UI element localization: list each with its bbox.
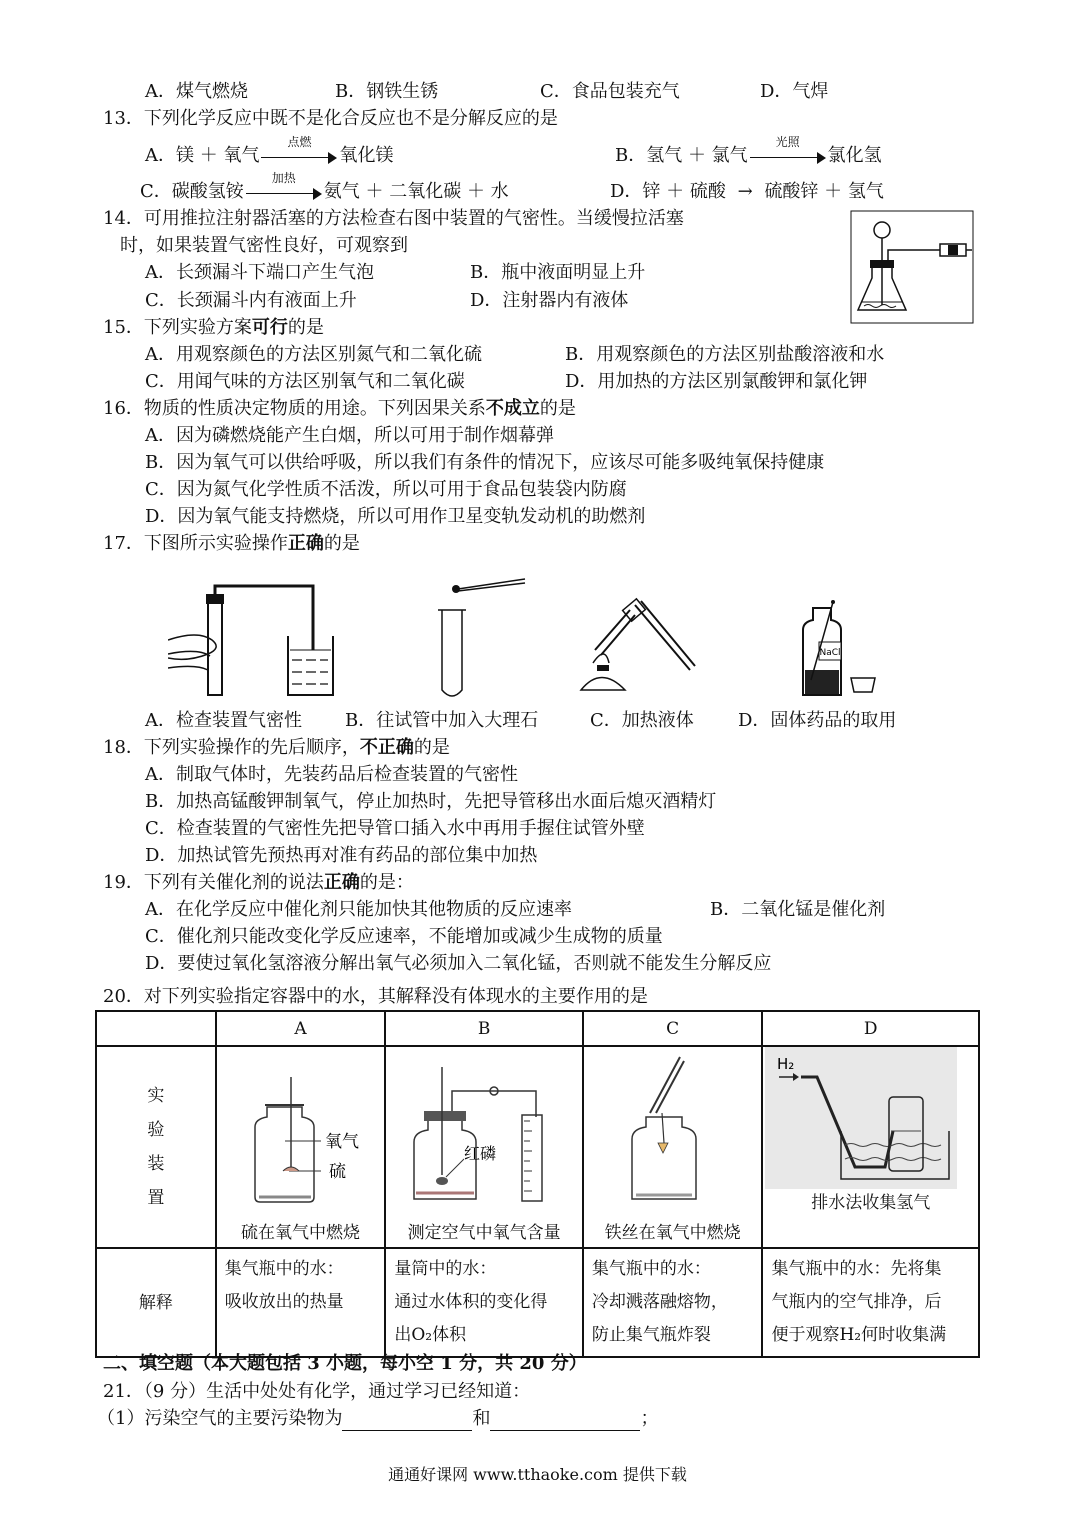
label-char: 验 [147,1120,165,1140]
q15-stem [103,316,324,340]
q18-stem-end: 的是 [413,737,450,758]
label-char: 装 [147,1154,165,1174]
explanation-line: 集气瓶中的水： [591,1259,711,1279]
flask-syringe-apparatus-diagram [850,210,975,325]
q20-cell-d-apparatus [762,1046,979,1248]
q13-d-reactants: D．锌 ＋ 硫酸 [610,181,726,202]
q14-option-a: A．长颈漏斗下端口产生气泡 [145,262,374,283]
q12-option-a: A．煤气燃烧 [145,81,248,102]
q18-stem-emphasis: 不正确 [359,737,414,758]
q20-header-d: D [762,1011,979,1046]
solid-reagent-illustration [795,600,905,700]
q15-option-c: C．用闻气味的方法区别氧气和二氧化碳 [145,371,465,392]
q21-sub1 [97,1407,658,1431]
q20-explanation-c [583,1248,763,1357]
q16-option-b: B．因为氧气可以供给呼吸，所以我们有条件的情况下，应该尽可能多吸纯氧保持健康 [145,452,825,473]
q12-option-d: D．气焊 [760,81,829,102]
q19-stem-emphasis: 正确 [323,872,360,893]
label-char: 置 [147,1188,165,1208]
reaction-arrow-icon [246,171,322,199]
q15-stem-end: 的是 [287,317,324,338]
page-footer: 通通好课网 www.tthaoke.com 提供下载 [388,1465,687,1484]
q17-option-b: B．往试管中加入大理石 [345,710,539,731]
hydrogen-label: H₂ [777,1055,795,1073]
q16-option-c: C．因为氮气化学性质不活泼，所以可用于食品包装袋内防腐 [145,479,627,500]
iron-wire-combustion-diagram [584,1047,764,1217]
q20-cell-b-apparatus [385,1046,583,1248]
answer-blank[interactable] [490,1410,640,1431]
q20-caption-d: 排水法收集氢气 [811,1193,931,1213]
explanation-line: 吸收放出的热量 [224,1292,344,1312]
q14-option-b: B．瓶中液面明显上升 [470,262,646,283]
q18-stem [103,736,450,760]
nacl-label: NaCl [819,648,841,658]
oxygen-label: 氧气 [324,1132,359,1152]
sulfur-label: 硫 [328,1162,346,1182]
explanation-line: 便于观察H₂何时收集满 [771,1325,947,1345]
q21-sub1-text: （1）污染空气的主要污染物为 [97,1408,343,1429]
q13-d-arrow: → [737,181,753,202]
q13-b-reactants: B．氢气 ＋ 氯气 [615,145,748,166]
q18-stem-text: 18．下列实验操作的先后顺序， [103,737,360,758]
q13-a-reactants: A．镁 ＋ 氧气 [145,145,260,166]
oxygen-content-diagram [386,1047,584,1217]
label-char: 实 [147,1086,165,1106]
q18-option-d: D．加热试管先预热再对准有药品的部位集中加热 [145,845,538,866]
test-tube-tweezers-illustration [430,575,530,700]
q12-option-c: C．食品包装充气 [540,81,680,102]
q19-stem-text: 19．下列有关催化剂的说法 [103,872,324,893]
explanation-line: 集气瓶中的水：先将集 [771,1259,942,1279]
q20-caption-c: 铁丝在氧气中燃烧 [604,1223,741,1243]
reaction-arrow-icon [261,135,337,163]
explanation-line: 出O₂体积 [394,1325,467,1345]
q13-stem: 13．下列化学反应中既不是化合反应也不是分解反应的是 [103,108,558,129]
q19-option-d: D．要使过氧化氢溶液分解出氧气必须加入二氧化锰，否则就不能发生分解反应 [145,953,772,974]
q20-caption-a: 硫在氧气中燃烧 [241,1223,360,1243]
q13-a-condition: 点燃 [287,135,312,149]
q20-header-b: B [385,1011,583,1046]
q20-cell-c-apparatus [583,1046,763,1248]
q15-option-d: D．用加热的方法区别氯酸钾和氯化钾 [565,371,868,392]
q13-c-condition: 加热 [271,171,296,185]
q17-stem-end: 的是 [323,533,360,554]
q17-option-d: D．固体药品的取用 [738,710,897,731]
q14-option-d: D．注射器内有液体 [470,290,629,311]
q17-stem [103,532,360,556]
q18-option-c: C．检查装置的气密性先把导管口插入水中再用手握住试管外壁 [145,818,645,839]
explanation-line: 冷却溅落融熔物， [591,1292,728,1312]
reaction-arrow-icon [750,135,826,163]
q18-option-b: B．加热高锰酸钾制氧气，停止加热时，先把导管移出水面后熄灭酒精灯 [145,791,717,812]
q19-stem [103,871,414,895]
q21-stem: 21．（9 分）生活中处处有化学，通过学习已经知道： [103,1381,531,1402]
q16-stem-end: 的是 [539,398,576,419]
red-phosphorus-label: 红磷 [464,1144,497,1163]
q20-stem: 20．对下列实验指定容器中的水，其解释没有体现水的主要作用的是 [103,986,648,1007]
q20-caption-b: 测定空气中氧气含量 [407,1223,561,1243]
answer-blank[interactable] [342,1410,472,1431]
hydrogen-collection-diagram [765,1047,957,1189]
q13-b-products: 氯化氢 [827,145,882,166]
q17-stem-emphasis: 正确 [287,533,324,554]
q13-c-reactants: C．碳酸氢铵 [140,181,244,202]
q20-header-row [96,1011,979,1046]
q14-stem-line2: 时，如果装置气密性良好，可观察到 [120,235,408,256]
q20-explanation-a [216,1248,386,1357]
q15-option-b: B．用观察颜色的方法区别盐酸溶液和水 [565,344,885,365]
q20-row-label-apparatus [96,1046,216,1248]
q17-option-c: C．加热液体 [590,710,694,731]
q20-cell-a-apparatus [216,1046,386,1248]
q19-option-a: A．在化学反应中催化剂只能加快其他物质的反应速率 [145,899,572,920]
q20-row-label-explanation: 解释 [96,1248,216,1357]
q12-option-b: B．钢铁生锈 [335,81,439,102]
q20-header-c: C [583,1011,763,1046]
q20-explanation-d [762,1248,979,1357]
q15-stem-emphasis: 可行 [251,317,288,338]
heating-liquid-illustration [575,595,705,700]
q16-option-d: D．因为氧气能支持燃烧，所以可用作卫星变轨发动机的助燃剂 [145,506,646,527]
q13-option-d [610,180,884,204]
q18-option-a: A．制取气体时，先装药品后检查装置的气密性 [145,764,518,785]
q20-table [95,1010,980,1358]
explanation-line: 量筒中的水： [394,1259,497,1279]
q14-option-c: C．长颈漏斗内有液面上升 [145,290,357,311]
q21-sub1-and: 和 [472,1408,491,1429]
q13-a-products: 氧化镁 [339,145,394,166]
q20-explanation-b [385,1248,583,1357]
q13-option-b [615,135,882,168]
q21-sub1-end: ； [640,1408,659,1429]
q14-stem-line1: 14．可用推拉注射器活塞的方法检查右图中装置的气密性。当缓慢拉活塞 [103,208,684,229]
q17-option-a: A．检查装置气密性 [145,710,302,731]
q16-stem-emphasis: 不成立 [485,398,540,419]
q20-explanation-row [96,1248,979,1357]
explanation-line: 气瓶内的空气排净，后 [771,1292,942,1312]
airtightness-check-illustration [168,580,343,700]
q13-option-a [145,135,394,168]
sulfur-combustion-diagram [217,1047,387,1217]
q15-stem-text: 15．下列实验方案 [103,317,252,338]
q20-header-a: A [216,1011,386,1046]
q15-option-a: A．用观察颜色的方法区别氮气和二氧化硫 [145,344,482,365]
q13-c-products: 氨气 ＋ 二氧化碳 ＋ 水 [323,181,509,202]
q16-stem-text: 16．物质的性质决定物质的用途。下列因果关系 [103,398,486,419]
q16-option-a: A．因为磷燃烧能产生白烟，所以可用于制作烟幕弹 [145,425,554,446]
q20-header-blank [96,1011,216,1046]
q13-b-condition: 光照 [775,135,800,149]
explanation-line: 集气瓶中的水： [224,1259,344,1279]
section-2-title: 二、填空题（本大题包括 3 小题，每小空 1 分，共 20 分） [103,1353,587,1374]
q16-stem [103,397,576,421]
q13-d-products: 硫酸锌 ＋ 氢气 [764,181,884,202]
explanation-line: 通过水体积的变化得 [394,1292,548,1312]
q13-option-c [140,171,509,204]
q19-option-b: B．二氧化锰是催化剂 [710,899,886,920]
q19-stem-end: 的是： [359,872,414,893]
q17-stem-text: 17．下图所示实验操作 [103,533,288,554]
q20-apparatus-row [96,1046,979,1248]
q19-option-c: C．催化剂只能改变化学反应速率，不能增加或减少生成物的质量 [145,926,663,947]
explanation-line: 防止集气瓶炸裂 [591,1325,711,1345]
